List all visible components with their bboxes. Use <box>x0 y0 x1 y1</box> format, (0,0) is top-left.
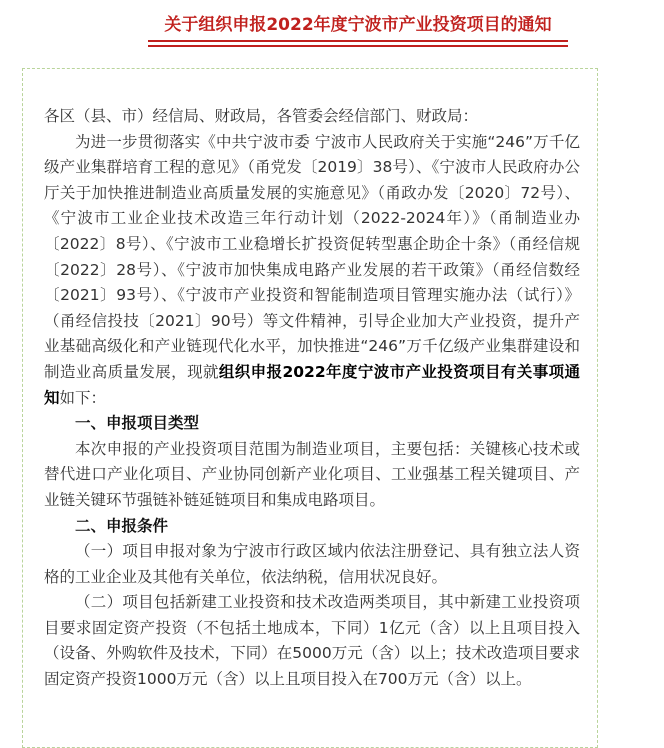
intro-tail: 如下： <box>59 388 107 407</box>
section2-item1: （一）项目申报对象为宁波市行政区域内依法注册登记、具有独立法人资格的工业企业及其他有关单位，依法纳税，信用状况良好。 <box>44 542 580 586</box>
section1-body: 本次申报的产业投资项目范围为制造业项目，主要包括：关键核心技术或替代进口产业化项目、产业协同创新产业化项目、工业强基工程关键项目、产业链关键环节强链补链延链项目和集成电路项目。 <box>44 439 580 509</box>
section2-heading: 二、申报条件 <box>75 516 169 535</box>
salutation: 各区（县、市）经信局、财政局，各管委会经信部门、财政局： <box>44 107 479 125</box>
title-block <box>148 12 568 47</box>
article-body <box>44 104 580 693</box>
intro-paragraph <box>44 130 580 412</box>
section1-heading: 一、申报项目类型 <box>75 414 200 433</box>
section2-item2: （二）项目包括新建工业投资和技术改造两类项目，其中新建工业投资项目要求固定资产投资（不包括土地成本，下同）1亿元（含）以上且项目投入（设备、外购软件及技术，下同）在5000万元（含）以上；技术改造项目要求固定资产投资1000万元（含）以上且项目投入在700万元（含）以上。 <box>44 593 580 689</box>
title-underline <box>148 45 568 47</box>
intro-bold-text: 组织申报2022年度宁波市产业投资项目有关事项通知 <box>44 362 580 407</box>
intro-text: 为进一步贯彻落实《中共宁波市委 宁波市人民政府关于实施“246”万千亿级产业集群培育工程的意见》（甬党发〔2019〕38号）、《宁波市人民政府办公厅关于加快推进制造业高质量发展的实施意见》（甬政办发〔2020〕72号）、《宁波市工业企业技术改造三年行动计划（2022-2024年）》（甬制造业办〔2022〕8号）、《宁波市工业稳增长扩投资促转型惠企助企十条》（甬经信规〔2022〕28号）、《宁波市加快集成电路产业发展的若干政策》（甬经信数经〔2021〕93号）、《宁波市产业投资和智能制造项目管理实施办法（试行）》（甬经信投技〔2021〕90号）等文件精神，引导企业加大产业投资，提升产业基础高级化和产业链现代化水平，加快推进“246”万千亿级产业集群建设和制造业高质量发展，现就 <box>44 132 580 381</box>
page-title: 关于组织申报2022年度宁波市产业投资项目的通知 <box>148 12 568 42</box>
